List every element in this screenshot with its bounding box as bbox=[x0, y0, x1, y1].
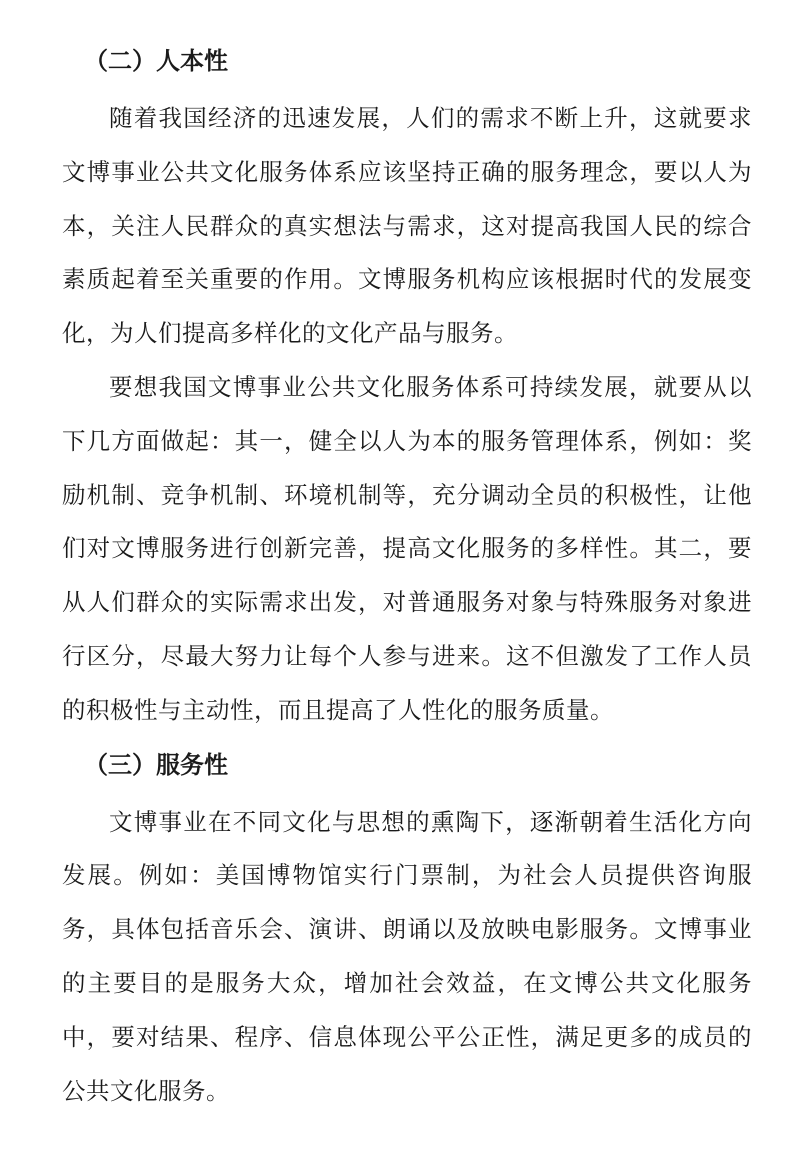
paragraph-fuwu-1: 文博事业在不同文化与思想的熏陶下，逐渐朝着生活化方向发展。例如：美国博物馆实行门票制，为社会人员提供咨询服务，具体包括音乐会、演讲、朗诵以及放映电影服务。文博事业的主要目的是服务大众，增加社会效益，在文博公共文化服务中，要对结果、程序、信息体现公平公正性，满足更多的成员的公共文化服务。 bbox=[62, 807, 752, 1105]
paragraph-renben-2: 要想我国文博事业公共文化服务体系可持续发展，就要从以下几方面做起：其一，健全以人为本的服务管理体系，例如：奖励机制、竞争机制、环境机制等，充分调动全员的积极性，让他们对文博服务进行创新完善，提高文化服务的多样性。其二，要从人们群众的实际需求出发，对普通服务对象与特殊服务对象进行区分，尽最大努力让每个人参与进来。这不但激发了工作人员的积极性与主动性，而且提高了人性化的服务质量。 bbox=[62, 372, 752, 724]
paragraph-renben-1: 随着我国经济的迅速发展，人们的需求不断上升，这就要求文博事业公共文化服务体系应该坚持正确的服务理念，要以人为本，关注人民群众的真实想法与需求，这对提高我国人民的综合素质起着至关重要的作用。文博服务机构应该根据时代的发展变化，为人们提高多样化的文化产品与服务。 bbox=[62, 104, 752, 348]
section-heading-fuwu: （三）服务性 bbox=[84, 750, 228, 779]
section-heading-renben: （二）人本性 bbox=[84, 47, 228, 75]
spacer bbox=[62, 84, 752, 92]
document-page bbox=[62, 38, 752, 1118]
spacer bbox=[62, 788, 752, 796]
